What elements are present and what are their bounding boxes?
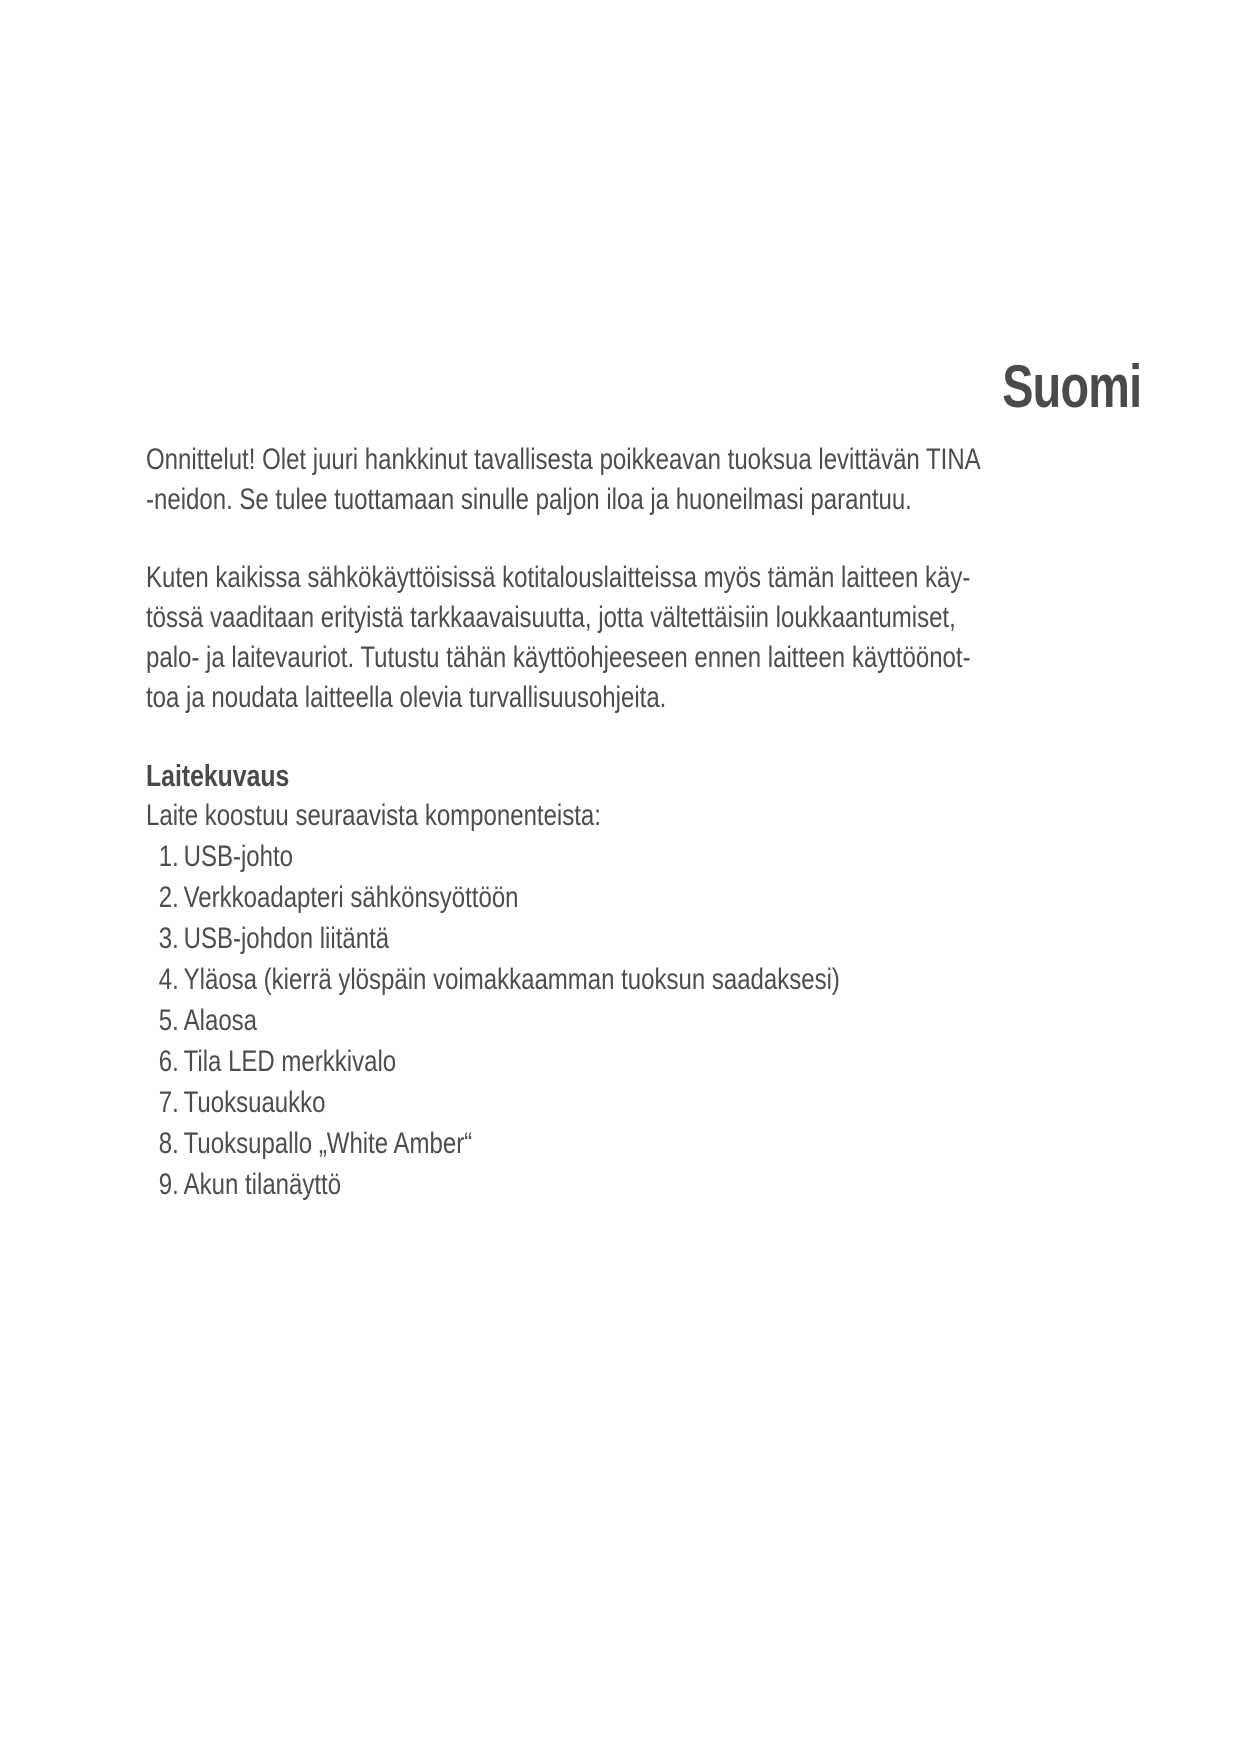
list-number: 1.	[158, 840, 179, 873]
list-text: Alaosa	[183, 1004, 258, 1037]
list-item	[146, 1123, 986, 1164]
component-list	[146, 836, 1196, 1205]
page-content	[146, 440, 1196, 1205]
list-item	[146, 877, 986, 918]
section-title: Laitekuvaus	[146, 758, 290, 793]
device-description-section	[146, 756, 1196, 1205]
list-number: 8.	[158, 1127, 179, 1160]
safety-paragraph	[146, 558, 1196, 718]
list-item	[146, 1000, 986, 1041]
list-text: Verkkoadapteri sähkönsyöttöön	[183, 881, 519, 914]
list-text: USB-johdon liitäntä	[183, 922, 390, 955]
list-text: Tuoksupallo „White Amber“	[183, 1127, 473, 1160]
list-number: 3.	[158, 922, 179, 955]
text-line: Kuten kaikissa sähkökäyttöisissä kotitalouslaitteissa myös tämän laitteen käy-	[146, 561, 971, 594]
list-text: Tuoksuaukko	[183, 1086, 326, 1119]
list-item	[146, 959, 986, 1000]
list-text: Akun tilanäyttö	[183, 1168, 342, 1201]
list-number: 5.	[158, 1004, 179, 1037]
text-line: palo- ja laitevauriot. Tutustu tähän käyttöohjeeseen ennen laitteen käyttöönot-	[146, 641, 971, 674]
list-item	[146, 1164, 986, 1205]
list-number: 6.	[158, 1045, 179, 1078]
list-text: Yläosa (kierrä ylöspäin voimakkaamman tuoksun saadaksesi)	[183, 963, 840, 996]
section-intro: Laite koostuu seuraavista komponenteista:	[146, 799, 601, 832]
list-number: 2.	[158, 881, 179, 914]
text-line: tössä vaaditaan erityistä tarkkaavaisuutta, jotta vältettäisiin loukkaantumiset,	[146, 601, 956, 634]
intro-paragraph	[146, 440, 1196, 520]
text-line: Onnittelut! Olet juuri hankkinut tavallisesta poikkeavan tuoksua levittävän TINA	[146, 443, 981, 476]
list-text: USB-johto	[183, 840, 294, 873]
list-item	[146, 918, 986, 959]
list-number: 4.	[158, 963, 179, 996]
page-title: Suomi	[1001, 353, 1141, 420]
list-number: 7.	[158, 1086, 179, 1119]
list-item	[146, 836, 986, 877]
list-text: Tila LED merkkivalo	[183, 1045, 397, 1078]
list-item	[146, 1041, 986, 1082]
list-item	[146, 1082, 986, 1123]
list-number: 9.	[158, 1168, 179, 1201]
text-line: toa ja noudata laitteella olevia turvallisuusohjeita.	[146, 681, 667, 714]
text-line: -neidon. Se tulee tuottamaan sinulle paljon iloa ja huoneilmasi parantuu.	[146, 483, 912, 516]
